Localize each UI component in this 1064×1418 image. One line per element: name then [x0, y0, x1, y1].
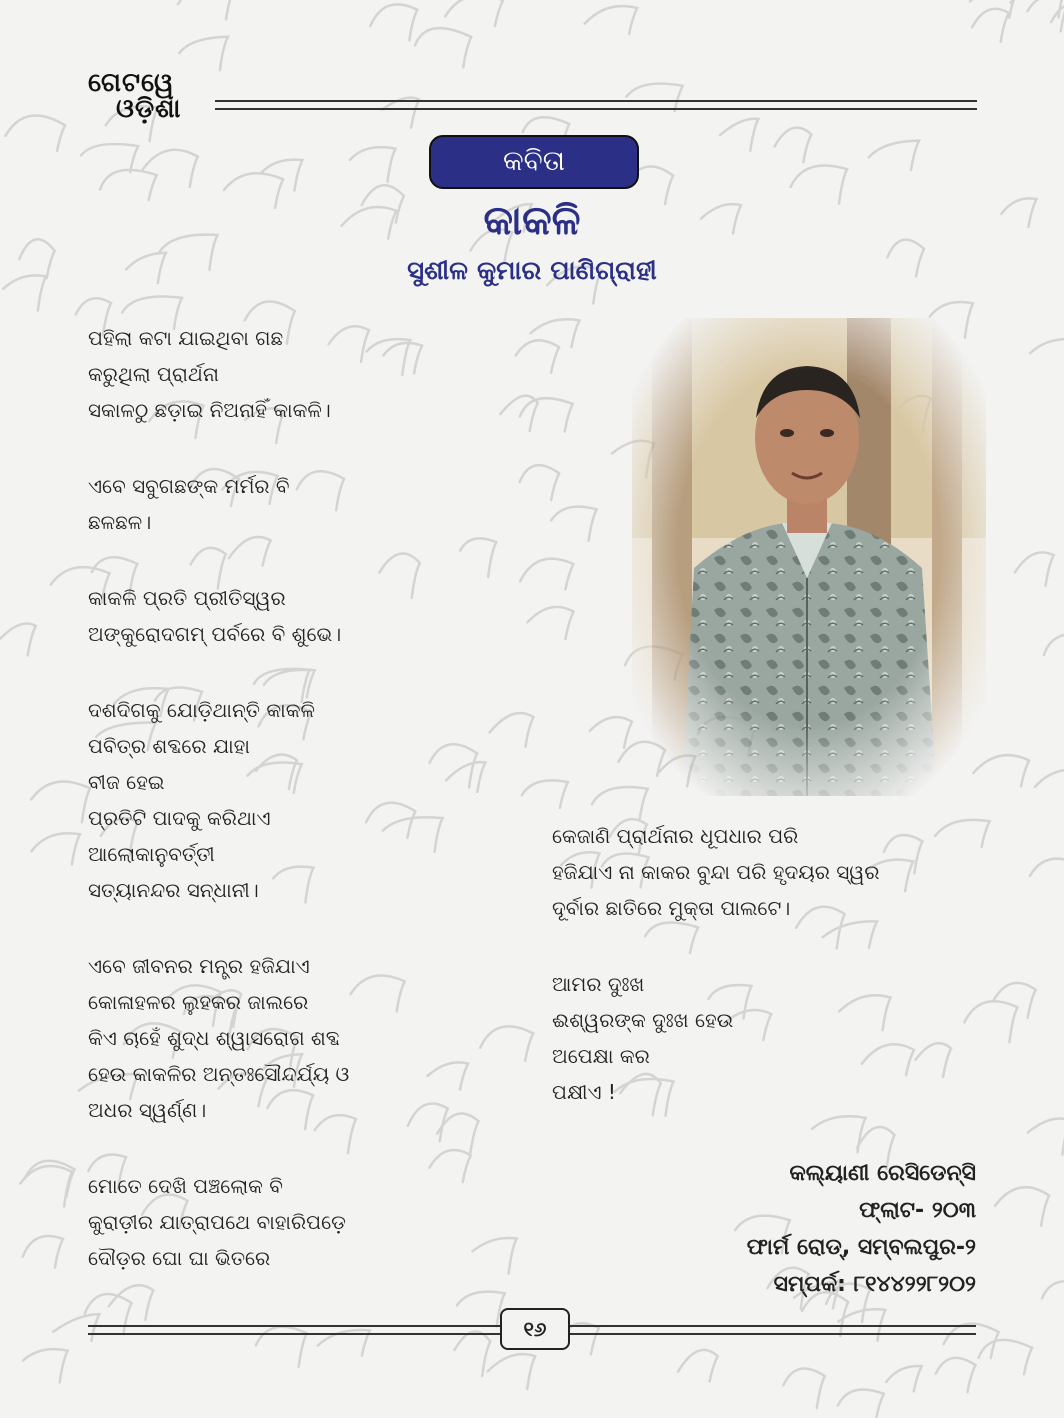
stanza	[552, 966, 992, 1110]
poem-line: ହଜିଯାଏ ନା କାକର ବୁନ୍ଦା ପରି ହୃଦୟର ସ୍ୱର	[552, 860, 880, 884]
address-contact: ସମ୍ପର୍କ: ୮୧୪୪୨୨୮୨୦୨	[773, 1272, 976, 1297]
stanza	[88, 320, 548, 428]
author-name: ସୁଶୀଳ କୁମାର ପାଣିଗ୍ରାହୀ	[407, 256, 657, 286]
poem-line: ଏବେ ସବୁଗଛଙ୍କ ମର୍ମର ବି	[88, 474, 290, 498]
stanza	[88, 580, 548, 652]
stanza	[88, 692, 548, 908]
poem-line: କରୁଥିଲା ପ୍ରାର୍ଥନା	[88, 362, 219, 386]
poem-line: ଛଳଛଳ।	[88, 510, 152, 534]
publication-logo	[88, 70, 181, 122]
poem-line: ମୋତେ ଦେଖି ପଞ୍ଚଲୋକ ବି	[88, 1174, 283, 1198]
poem-line: ପ୍ରତିଟି ପାଦକୁ କରିଥାଏ	[88, 806, 271, 830]
poem-title: କାକଳି	[483, 198, 581, 244]
stanza	[88, 1168, 548, 1276]
poem-line: ବୀଜ ହେଇ	[88, 770, 165, 794]
poem-line: ସକାଳଠୁ ଛଡ଼ାଇ ନିଅନାହିଁ କାକଳି।	[88, 398, 331, 422]
poem-left-column	[88, 320, 548, 1316]
author-address	[747, 1155, 976, 1303]
poem-line: ପକ୍ଷୀଏ !	[552, 1080, 616, 1104]
poem-line: ଦଶଦିଗକୁ ଯୋଡ଼ିଥାନ୍ତି କାକଳି	[88, 698, 315, 722]
poem-line: ଆଲୋକାନୁବର୍ତ୍ତୀ	[88, 842, 215, 866]
poem-line: ଆମର ଦୁଃଖ	[552, 972, 645, 996]
address-line: ଫ୍ଲାଟ- ୨୦୩	[859, 1198, 976, 1223]
page-number: ୧୬	[500, 1308, 570, 1350]
author-photo	[632, 318, 986, 796]
header-rule	[215, 100, 977, 110]
poem-line: ଈଶ୍ୱରଙ୍କ ଦୁଃଖ ହେଉ	[552, 1008, 734, 1032]
stanza	[552, 818, 992, 926]
poem-line: ଅପେକ୍ଷା କର	[552, 1044, 650, 1068]
poem-line: ଦୌଡ଼ର ଘୋ ଘା ଭିତରେ	[88, 1246, 271, 1270]
poem-line: କାକଳି ପ୍ରତି ପ୍ରୀତିସ୍ୱର	[88, 586, 286, 610]
address-line: କଲ୍ୟାଣୀ ରେସିଡେନ୍ସି	[789, 1161, 976, 1186]
logo-line-1: ଗେଟୱେ	[88, 68, 175, 98]
address-line: ଫାର୍ମ ରୋଡ୍, ସମ୍ବଲପୁର-୨	[746, 1235, 976, 1260]
poem-line: କିଏ ଚାହେଁ ଶୁଦ୍ଧ ଶ୍ୱାସରୋଗ ଶବ୍ଦ	[88, 1026, 340, 1050]
poem-right-column	[552, 818, 992, 1150]
poem-line: ସତ୍ୟାନନ୍ଦର ସନ୍ଧାନୀ।	[88, 878, 259, 902]
poem-line: ଦୂର୍ବାର ଛାତିରେ ମୁକ୍ତା ପାଲଟେ।	[552, 896, 791, 920]
poem-line: ଅଧର ସ୍ୱର୍ଣ୍ଣ।	[88, 1098, 207, 1122]
poem-line: କୋଳାହଳର ଲୁହକର ଜାଲରେ	[88, 990, 309, 1014]
poem-line: କୁରାଡ଼ୀର ଯାତ୍ରାପଥେ ବାହାରିପଡ଼େ	[88, 1210, 346, 1234]
stanza	[88, 468, 548, 540]
poem-line: ପବିତ୍ର ଶବ୍ଦରେ ଯାହା	[88, 734, 250, 758]
poem-line: ଏବେ ଜୀବନର ମନ୍ତ୍ର ହଜିଯାଏ	[88, 954, 310, 978]
category-badge: କବିତା	[429, 135, 639, 189]
poem-line: କେଜାଣି ପ୍ରାର୍ଥନାର ଧୂପଧାର ପରି	[552, 824, 799, 848]
logo-line-2: ଓଡ଼ିଶା	[116, 94, 182, 124]
poem-line: ପହିଲା କଟା ଯାଇଥିବା ଗଛ	[88, 326, 284, 350]
poem-line: ଅଙ୍କୁରୋଦଗମ୍ ପର୍ବରେ ବି ଶୁଭେ।	[88, 622, 342, 646]
poem-line: ହେଉ କାକଳିର ଅନ୍ତଃସୌନ୍ଦର୍ଯ୍ୟ ଓ	[88, 1062, 350, 1086]
stanza	[88, 948, 548, 1128]
